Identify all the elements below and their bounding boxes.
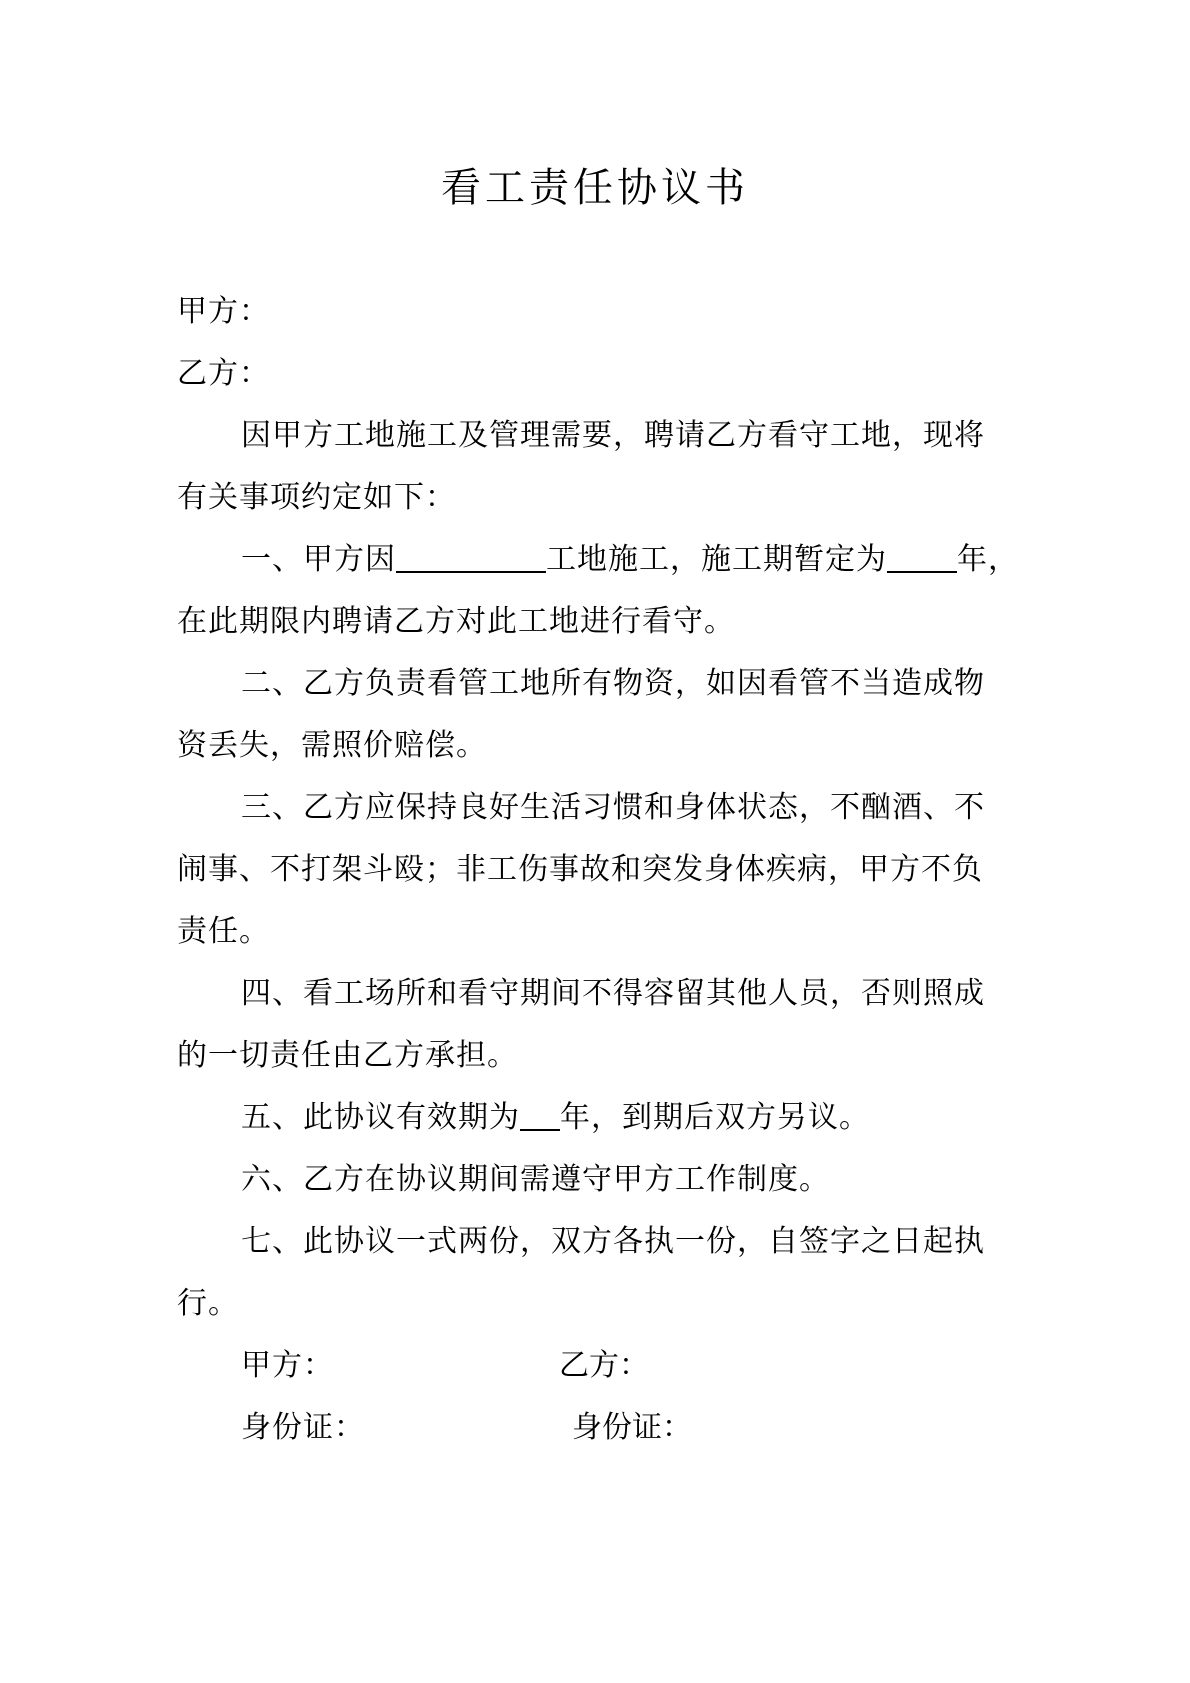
clause-1-text-mid: 工地施工，施工期暂定为 — [546, 542, 887, 577]
clause-1-text-post: 年， — [957, 542, 1019, 577]
clause-5-text-post: 年，到期后双方另议。 — [560, 1100, 870, 1135]
clause-1-text-pre: 一、甲方因 — [241, 542, 396, 577]
clause-7-line-1: 七、此协议一式两份，双方各执一份，自签字之日起执 — [241, 1224, 985, 1259]
party-a-label: 甲方： — [177, 294, 270, 329]
construction-period-blank[interactable] — [887, 541, 957, 573]
clause-1-line-1 — [241, 540, 1121, 580]
validity-years-blank[interactable] — [520, 1099, 560, 1131]
clause-6-line-1: 六、乙方在协议期间需遵守甲方工作制度。 — [241, 1162, 830, 1197]
clause-3-line-3: 责任。 — [177, 914, 270, 949]
document-title: 看工责任协议书 — [441, 165, 749, 211]
clause-2-line-2: 资丢失，需照价赔偿。 — [177, 728, 487, 763]
signature-party-b: 乙方： — [559, 1348, 649, 1383]
clause-4-line-2: 的一切责任由乙方承担。 — [177, 1038, 518, 1073]
party-b-label: 乙方： — [177, 356, 270, 391]
clause-5-text-pre: 五、此协议有效期为 — [241, 1100, 520, 1135]
clause-5-line-1 — [241, 1098, 1121, 1138]
id-card-party-b: 身份证： — [572, 1410, 692, 1445]
clause-3-line-1: 三、乙方应保持良好生活习惯和身体状态，不酗酒、不 — [241, 790, 985, 825]
clause-2-line-1: 二、乙方负责看管工地所有物资，如因看管不当造成物 — [241, 666, 985, 701]
clause-7-line-2: 行。 — [177, 1286, 239, 1321]
intro-line-1: 因甲方工地施工及管理需要，聘请乙方看守工地，现将 — [241, 418, 985, 453]
clause-1-line-2: 在此期限内聘请乙方对此工地进行看守。 — [177, 604, 735, 639]
site-name-blank[interactable] — [396, 541, 546, 573]
intro-line-2: 有关事项约定如下： — [177, 480, 456, 515]
signature-party-a: 甲方： — [241, 1348, 334, 1383]
id-card-party-a: 身份证： — [241, 1410, 365, 1445]
clause-3-line-2: 闹事、不打架斗殴；非工伤事故和突发身体疾病，甲方不负 — [177, 852, 983, 887]
clause-4-line-1: 四、看工场所和看守期间不得容留其他人员，否则照成 — [241, 976, 985, 1011]
